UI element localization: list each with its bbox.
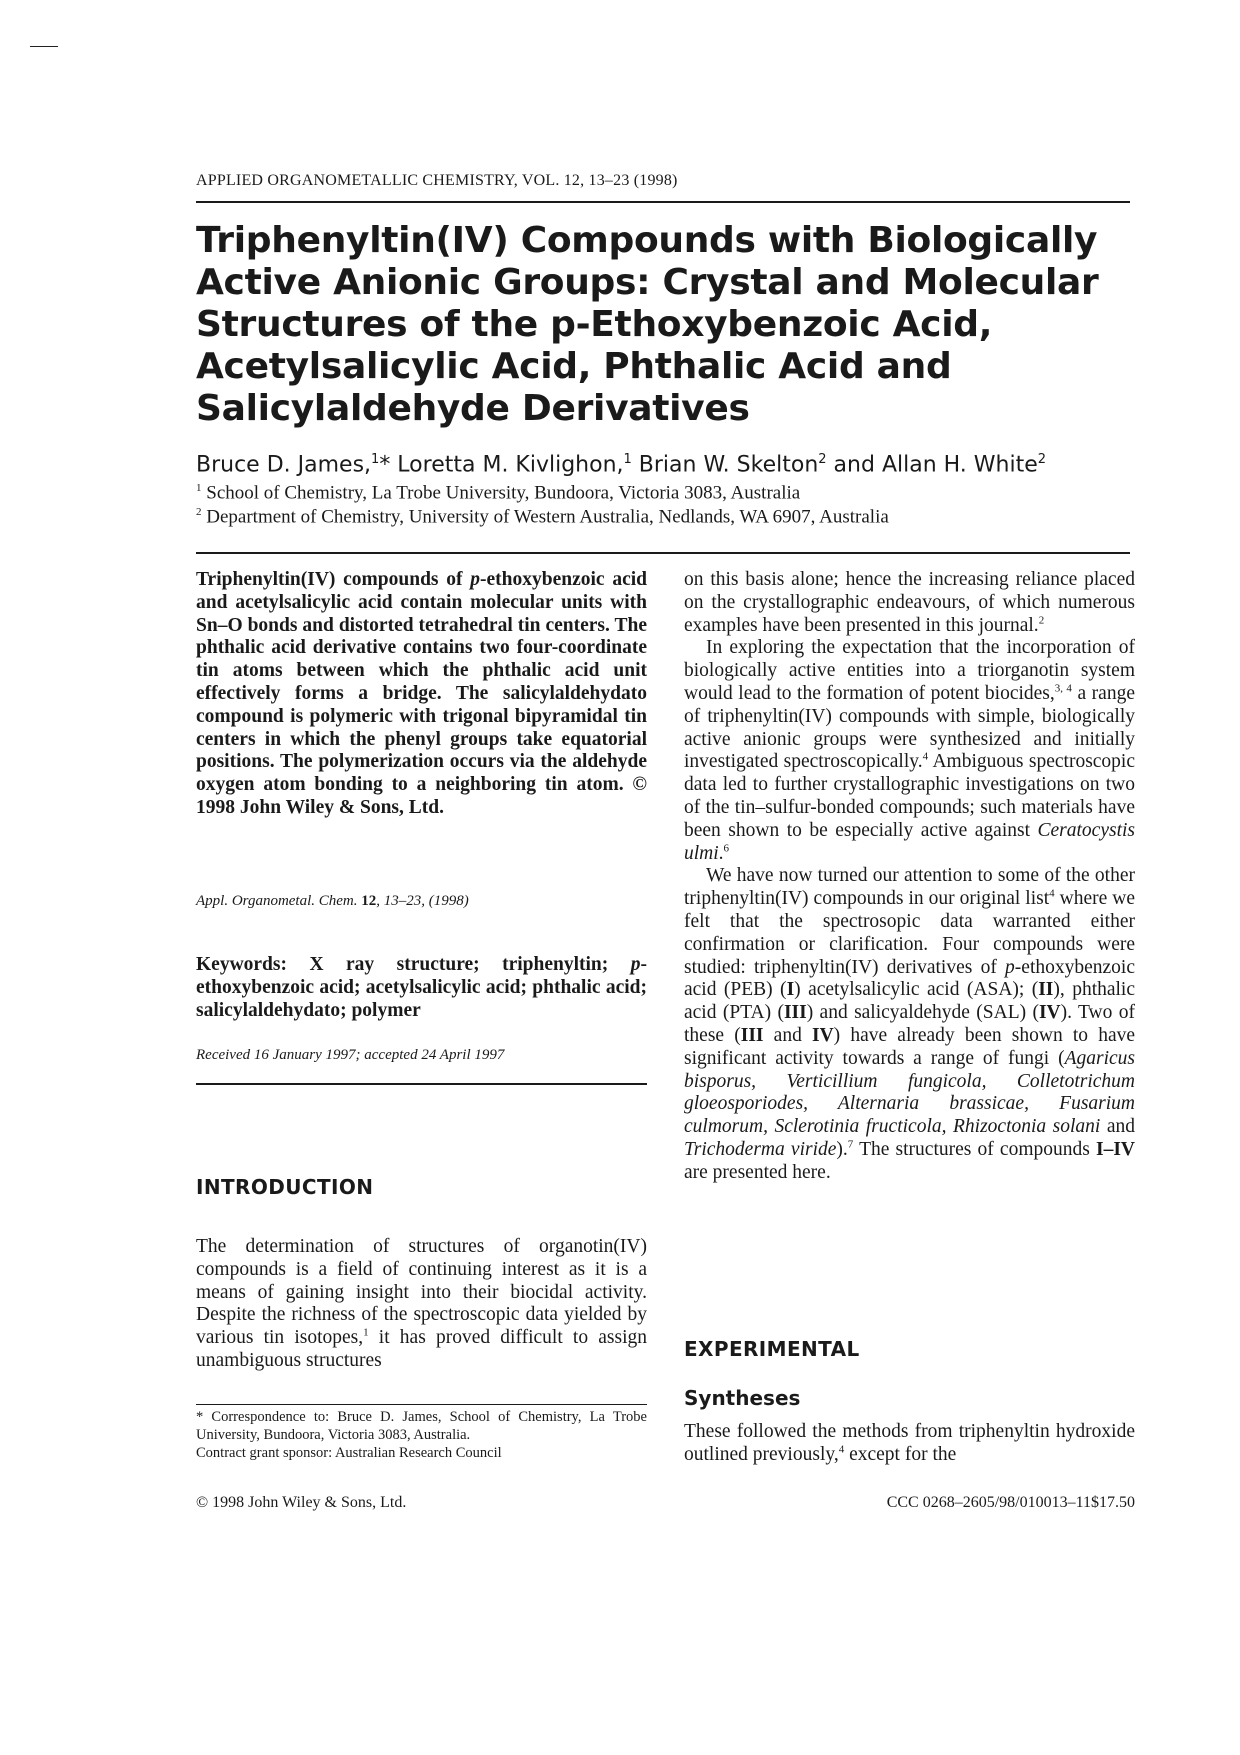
title-line: Active Anionic Groups: Crystal and Molecular bbox=[196, 262, 1099, 303]
affiliation-number: 2 bbox=[196, 506, 202, 518]
journal-citation bbox=[196, 893, 469, 910]
compound-label: I bbox=[786, 979, 795, 1001]
reference-mark: 4 bbox=[838, 1443, 845, 1456]
species-name: Agaricus bisporus, Verticillium fungicola, Colletotrichum gloeosporiodes, Alternaria brassicae, Fusarium culmorum, Sclerotinia fructicola, Rhizoctonia solani bbox=[684, 1047, 1135, 1138]
body-text: . bbox=[718, 842, 724, 864]
body-text: a range of triphenyltin(IV) compounds with simple, biologically active anionic groups were synthesized and initially investigated spectroscopically. bbox=[684, 682, 1135, 773]
author-affil-mark: 1 bbox=[371, 452, 380, 467]
body-text: These followed the methods from triphenyltin hydroxide outlined previously, bbox=[684, 1421, 1135, 1465]
body-text: it has proved difficult to assign unambiguous structures bbox=[196, 1327, 647, 1371]
footnote-rule bbox=[196, 1404, 647, 1405]
body-text: ), phthalic acid (PTA) ( bbox=[684, 979, 1136, 1024]
affiliation bbox=[196, 506, 889, 528]
author-affil-mark: 2 bbox=[1037, 452, 1047, 467]
body-text: on this basis alone; hence the increasing reliance placed on the crystallographic endeavours, of which numerous examples have been presented in this journal. bbox=[684, 569, 1135, 636]
body-text: In exploring the expectation that the incorporation of biologically active entities into a triorganotin system would lead to the formation of potent biocides, bbox=[684, 637, 1135, 704]
body-paragraph bbox=[684, 569, 1135, 637]
received-dates: Received 16 January 1997; accepted 24 April 1997 bbox=[196, 1047, 505, 1063]
species-name: Trichoderma viride bbox=[684, 1138, 837, 1160]
body-text: ) have already been shown to have significant activity towards a range of fungi ( bbox=[684, 1024, 1136, 1069]
compound-label: III bbox=[740, 1024, 764, 1046]
header-rule bbox=[196, 201, 1130, 203]
body-text: -ethoxybenzoic acid (PEB) ( bbox=[684, 956, 1135, 1001]
abstract-text: p bbox=[470, 569, 481, 590]
crop-mark bbox=[30, 46, 58, 47]
keywords-text: -ethoxybenzoic acid; acetylsalicylic acid; phthalic acid; salicylaldehydato; polymer bbox=[196, 954, 647, 1021]
compound-label: II bbox=[1038, 979, 1054, 1001]
body-text: and bbox=[1100, 1116, 1136, 1138]
author-name: * Loretta M. Kivlighon, bbox=[379, 452, 624, 478]
body-text: except for the bbox=[844, 1443, 957, 1465]
body-text: The determination of structures of organotin(IV) compounds is a field of continuing interest as it is a means of gaining insight into their biocidal activity. Despite the richness of the spectroscopic data yielded by various tin isotopes, bbox=[196, 1236, 647, 1349]
compound-label: IV bbox=[812, 1024, 834, 1046]
reference-mark: 4 bbox=[922, 750, 929, 763]
right-column bbox=[684, 569, 1135, 1185]
introduction-paragraph bbox=[196, 1236, 647, 1373]
citation-volume: 12 bbox=[361, 893, 377, 909]
body-text: where we felt that the spectrosopic data warranted either confirmation or clarification. Four compounds were studied: triphenyltin(IV) derivatives of bbox=[684, 888, 1135, 978]
running-head: APPLIED ORGANOMETALLIC CHEMISTRY, VOL. 12, 13–23 (1998) bbox=[196, 172, 678, 189]
abstract-top-rule bbox=[196, 552, 1130, 554]
author-affil-mark: 2 bbox=[818, 452, 827, 467]
abstract bbox=[196, 569, 647, 820]
body-text: ) acetylsalicylic acid (ASA); ( bbox=[794, 979, 1039, 1001]
reference-mark: 6 bbox=[723, 842, 730, 855]
body-text: The structures of compounds bbox=[853, 1138, 1096, 1160]
body-text: ). Two of these ( bbox=[684, 1002, 1135, 1046]
author-name: Bruce D. James, bbox=[196, 452, 372, 478]
title-line: Triphenyltin(IV) Compounds with Biologically bbox=[196, 220, 1098, 261]
species-name: Ceratocystis ulmi bbox=[684, 819, 1135, 864]
author-list bbox=[196, 452, 1046, 477]
reference-mark: 7 bbox=[847, 1138, 854, 1151]
body-text: and bbox=[763, 1024, 812, 1046]
reference-mark: 4 bbox=[1049, 887, 1055, 900]
subsection-heading-syntheses: Syntheses bbox=[684, 1386, 801, 1410]
section-heading-experimental: EXPERIMENTAL bbox=[684, 1337, 860, 1361]
syntheses-paragraph bbox=[684, 1421, 1135, 1467]
author-affil-mark: 1 bbox=[623, 452, 632, 467]
body-text: Ambiguous spectroscopic data led to further crystallographic investigations on two of the tin–sulfur-bonded compounds; such materials have been shown to be especially active against bbox=[684, 751, 1136, 841]
body-text: ) and salicyaldehyde (SAL) ( bbox=[806, 1002, 1039, 1024]
affiliation bbox=[196, 482, 800, 504]
abstract-text: Triphenyltin(IV) compounds of bbox=[196, 569, 471, 590]
body-text: ). bbox=[836, 1138, 848, 1160]
body-paragraph bbox=[684, 865, 1135, 1184]
abstract-text: -ethoxybenzoic acid and acetylsalicylic acid contain molecular units with Sn–O bonds and distorted tetrahedral tin centers. The phthalic acid derivative contains two four-coordinate tin atoms between which the phthalic acid unit effectively forms a bridge. The salicylaldehydato compound is polymeric with trigonal bipyramidal tin centers in which the phenyl groups take equatorial positions. The polymerization occurs via the aldehyde oxygen atom bonding to a neighboring tin atom. © 1998 John Wiley & Sons, Ltd. bbox=[196, 569, 647, 818]
ccc-code-footer: CCC 0268–2605/98/010013–11$17.50 bbox=[886, 1494, 1135, 1511]
compound-label: IV bbox=[1038, 1002, 1061, 1024]
citation-journal: Appl. Organometal. Chem. bbox=[196, 893, 362, 909]
section-heading-introduction: INTRODUCTION bbox=[196, 1175, 374, 1199]
paper-title bbox=[196, 220, 1136, 430]
body-text: are presented here. bbox=[684, 1161, 831, 1183]
body-text: We have now turned our attention to some of the other triphenyltin(IV) compounds in our original list bbox=[684, 865, 1135, 910]
author-name: and Allan H. White bbox=[826, 452, 1038, 478]
compound-label: III bbox=[783, 1002, 807, 1024]
reference-mark: 3, 4 bbox=[1054, 682, 1072, 695]
correspondence-footnote: * Correspondence to: Bruce D. James, School of Chemistry, La Trobe University, Bundoora, Victoria 3083, Australia. bbox=[196, 1409, 647, 1443]
title-line: Structures of the p-Ethoxybenzoic Acid, bbox=[196, 304, 993, 345]
copyright-footer: © 1998 John Wiley & Sons, Ltd. bbox=[196, 1494, 407, 1511]
keywords-text: p bbox=[630, 954, 641, 975]
affiliation-text: School of Chemistry, La Trobe University, Bundoora, Victoria 3083, Australia bbox=[201, 482, 801, 504]
affiliation-number: 1 bbox=[196, 482, 202, 494]
author-name: Brian W. Skelton bbox=[631, 452, 819, 478]
reference-mark: 1 bbox=[363, 1326, 369, 1339]
citation-pages: , 13–23, (1998) bbox=[376, 893, 469, 909]
affiliation-text: Department of Chemistry, University of Western Australia, Nedlands, WA 6907, Australia bbox=[201, 506, 889, 528]
keywords-text: Keywords: X ray structure; triphenyltin; bbox=[196, 954, 631, 975]
reference-mark: 2 bbox=[1038, 614, 1045, 627]
grant-footnote: Contract grant sponsor: Australian Research Council bbox=[196, 1445, 502, 1461]
body-text: p bbox=[1005, 956, 1015, 978]
title-line: Salicylaldehyde Derivatives bbox=[196, 388, 750, 429]
title-line: Acetylsalicylic Acid, Phthalic Acid and bbox=[196, 346, 952, 387]
abstract-bottom-rule bbox=[196, 1083, 647, 1085]
body-paragraph bbox=[684, 637, 1135, 865]
keywords bbox=[196, 954, 647, 1022]
compound-label: I–IV bbox=[1095, 1138, 1135, 1160]
